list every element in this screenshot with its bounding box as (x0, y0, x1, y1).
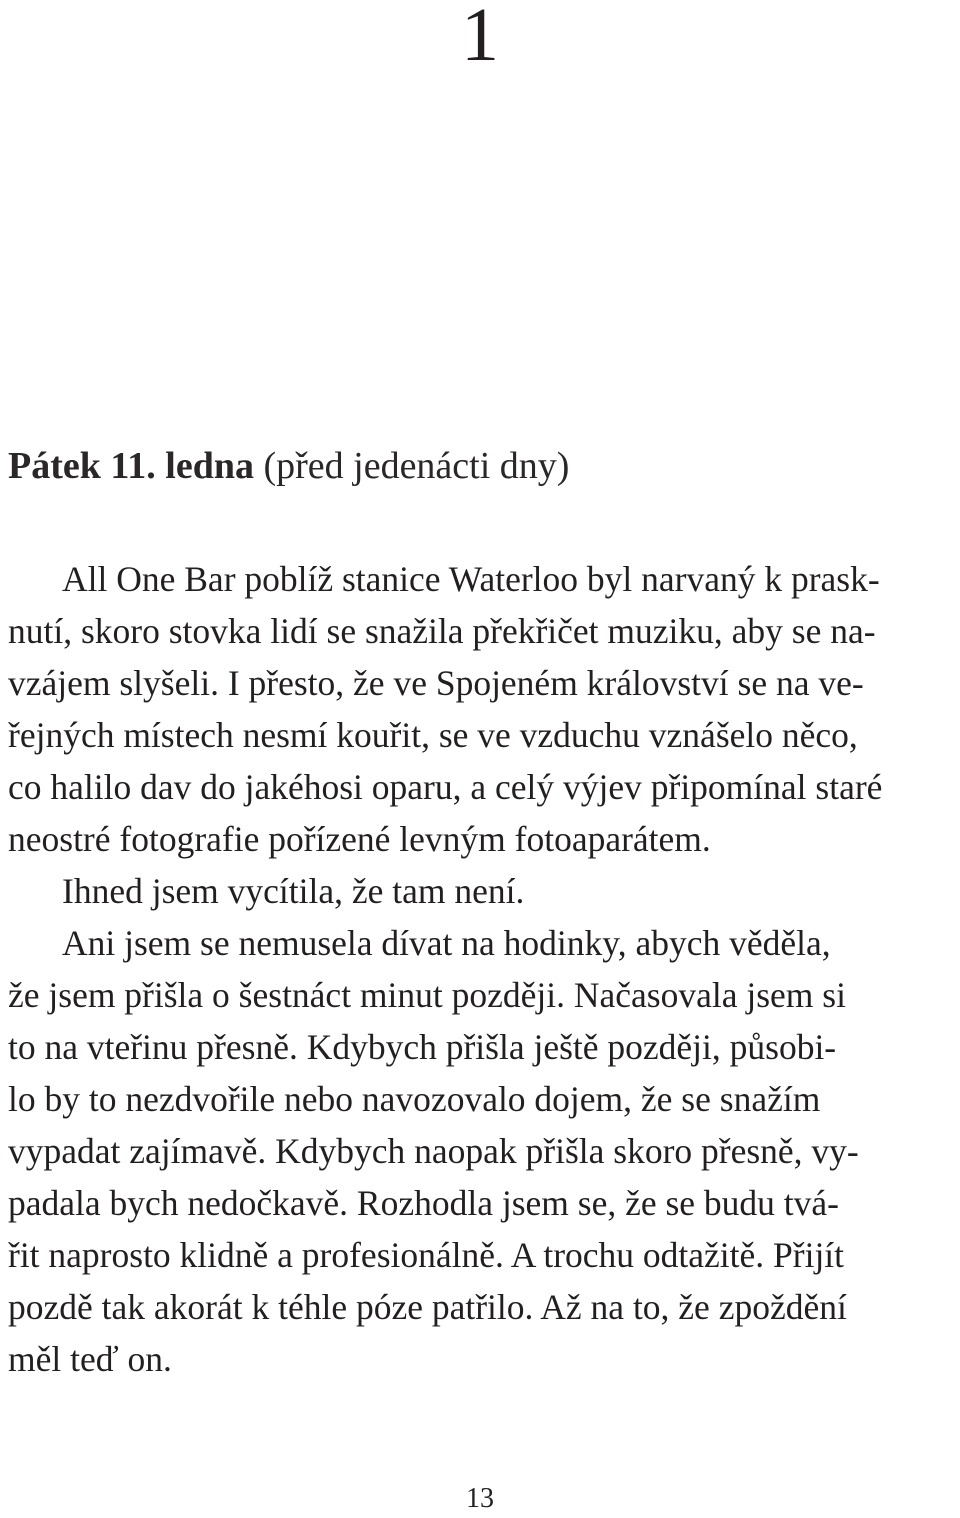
body-line: neostré fotografie pořízené levným fotoaparátem. (8, 819, 711, 859)
page-number: 13 (466, 1483, 494, 1514)
body-line: Ihned jsem vycítila, že tam není. (62, 871, 525, 911)
body-line: měl teď on. (8, 1339, 172, 1379)
section-heading-subtitle: (před jedenácti dny) (253, 445, 570, 487)
body-line: vypadat zajímavě. Kdybych naopak přišla skoro přesně, vy- (8, 1131, 859, 1171)
body-line: že jsem přišla o šestnáct minut později. Načasovala jsem si (8, 975, 846, 1015)
body-line: to na vteřinu přesně. Kdybych přišla ještě později, působi- (8, 1027, 837, 1067)
chapter-number: 1 (461, 0, 499, 77)
body-line: padala bych nedočkavě. Rozhodla jsem se, že se budu tvá- (8, 1183, 839, 1223)
section-heading-date: Pátek 11. ledna (8, 445, 254, 487)
body-line: pozdě tak akorát k téhle póze patřilo. Až na to, že zpoždění (8, 1287, 847, 1327)
body-line: co halilo dav do jakéhosi oparu, a celý výjev připomínal staré (8, 767, 883, 807)
body-line: lo by to nezdvořile nebo navozovalo dojem, že se snažím (8, 1079, 821, 1119)
body-line: řit naprosto klidně a profesionálně. A trochu odtažitě. Přijít (8, 1235, 845, 1275)
body-line: vzájem slyšeli. I přesto, že ve Spojeném království se na ve- (8, 663, 864, 703)
body-line: All One Bar poblíž stanice Waterloo byl narvaný k prask- (62, 559, 880, 599)
body-line: nutí, skoro stovka lidí se snažila překřičet muziku, aby se na- (8, 611, 876, 651)
section-heading (8, 440, 569, 492)
body-line: řejných místech nesmí kouřit, se ve vzduchu vznášelo něco, (8, 715, 858, 755)
body-line: Ani jsem se nemusela dívat na hodinky, abych věděla, (62, 923, 831, 963)
